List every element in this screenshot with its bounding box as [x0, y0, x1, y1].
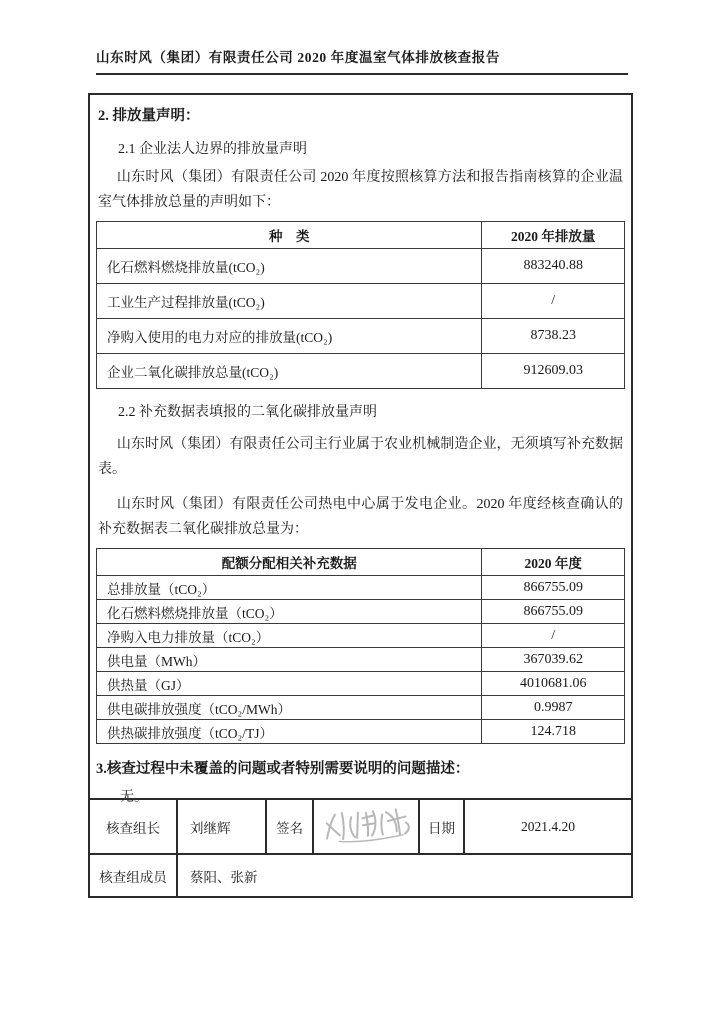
supplement-col-value: 2020 年度 [482, 549, 625, 576]
row-label: 企业二氧化碳排放总量(tCO₂) [97, 354, 482, 389]
row-value: 4010681.06 [482, 672, 625, 696]
table-row [97, 648, 625, 672]
row-value: / [482, 624, 625, 648]
row-label: 供热量（GJ） [97, 672, 482, 696]
table-header-row [97, 549, 625, 576]
members-value: 蔡阳、张新 [177, 854, 632, 897]
row-value: 0.9987 [482, 696, 625, 720]
supplement-col-category: 配额分配相关补充数据 [97, 549, 482, 576]
row-value: 912609.03 [482, 354, 625, 389]
row-value: / [482, 284, 625, 319]
table-header-row [97, 222, 625, 249]
signature-label: 签名 [266, 799, 313, 854]
row-label: 净购入使用的电力对应的排放量(tCO₂) [97, 319, 482, 354]
row-value: 8738.23 [482, 319, 625, 354]
section-3-heading: 3.核查过程中未覆盖的问题或者特别需要说明的问题描述： [96, 761, 470, 777]
table-row [97, 720, 625, 744]
emissions-col-category: 种 类 [97, 222, 482, 249]
signature-cell [313, 799, 419, 854]
signoff-table [88, 798, 633, 898]
section-2-2-paragraph-1: 山东时风（集团）有限责任公司主行业属于农业机械制造企业，无须填写补充数据表。 [98, 437, 623, 477]
row-label: 供电量（MWh） [97, 648, 482, 672]
table-row [97, 249, 625, 284]
signoff-leader-row [89, 799, 632, 854]
row-label: 总排放量（tCO₂） [97, 576, 482, 600]
table-row [97, 319, 625, 354]
supplement-table [96, 548, 625, 744]
row-value: 883240.88 [482, 249, 625, 284]
table-row [97, 600, 625, 624]
section-2-2-heading: 2.2 补充数据表填报的二氧化碳排放量声明 [118, 405, 377, 420]
table-row [97, 696, 625, 720]
report-content-box [88, 93, 633, 898]
section-3-body: 无。 [120, 790, 148, 805]
emissions-col-value: 2020 年排放量 [482, 222, 625, 249]
table-row [97, 624, 625, 648]
section-2-1-heading: 2.1 企业法人边界的排放量声明 [118, 142, 307, 157]
leader-label: 核查组长 [89, 799, 177, 854]
signoff-members-row [89, 854, 632, 897]
row-value: 866755.09 [482, 576, 625, 600]
table-row [97, 576, 625, 600]
section-2-1-paragraph: 山东时风（集团）有限责任公司 2020 年度按照核算方法和报告指南核算的企业温室气体排放总量的声明如下： [98, 170, 623, 210]
date-label: 日期 [419, 799, 464, 854]
row-value: 124.718 [482, 720, 625, 744]
row-label: 供电碳排放强度（tCO₂/MWh） [97, 696, 482, 720]
row-value: 866755.09 [482, 600, 625, 624]
page-header-title: 山东时风（集团）有限责任公司 2020 年度温室气体排放核查报告 [96, 46, 628, 75]
row-label: 化石燃料燃烧排放量（tCO₂） [97, 600, 482, 624]
row-label: 供热碳排放强度（tCO₂/TJ） [97, 720, 482, 744]
row-value: 367039.62 [482, 648, 625, 672]
table-row [97, 284, 625, 319]
table-row [97, 354, 625, 389]
emissions-table [96, 221, 625, 389]
row-label: 化石燃料燃烧排放量(tCO₂) [97, 249, 482, 284]
section-2-heading: 2. 排放量声明： [98, 108, 200, 124]
section-2-2-paragraph-2: 山东时风（集团）有限责任公司热电中心属于发电企业。2020 年度经核查确认的补充数据表二氧化碳排放总量为： [98, 497, 623, 537]
date-value: 2021.4.20 [464, 799, 632, 854]
table-row [97, 672, 625, 696]
leader-name: 刘继辉 [177, 799, 266, 854]
signature-image [316, 798, 415, 850]
row-label: 净购入电力排放量（tCO₂） [97, 624, 482, 648]
row-label: 工业生产过程排放量(tCO₂) [97, 284, 482, 319]
members-label: 核查组成员 [89, 854, 177, 897]
